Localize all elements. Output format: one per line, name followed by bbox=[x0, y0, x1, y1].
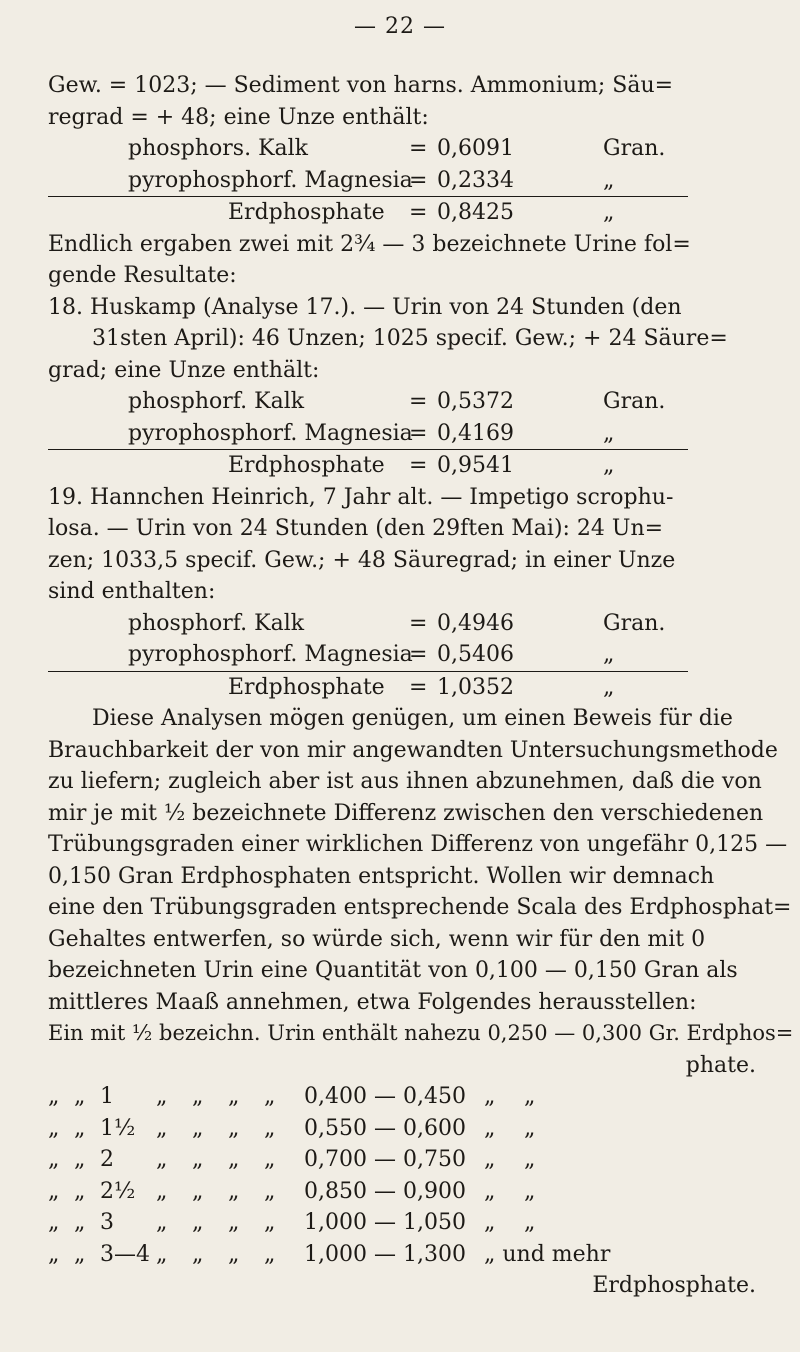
scale-row bbox=[48, 1144, 776, 1176]
cell-text: phosphorf. Kalk bbox=[128, 389, 305, 414]
cell-text: phosphors. Kalk bbox=[128, 136, 308, 161]
cell-text: = bbox=[409, 642, 428, 667]
cell-text: 0,4946 bbox=[437, 610, 514, 636]
scale-row bbox=[48, 1113, 776, 1145]
scale-row bbox=[48, 1081, 776, 1113]
analysis-row bbox=[48, 133, 776, 165]
cell-text: 2½ bbox=[100, 1178, 136, 1204]
cell-text: „ bbox=[48, 1147, 60, 1172]
text-line: Gehaltes entwerfen, so würde sich, wenn wir für den mit 0 bbox=[48, 926, 706, 952]
cell-text: 0,400 — 0,450 bbox=[304, 1084, 466, 1109]
cell-text: = bbox=[409, 453, 428, 478]
cell-text: „ bbox=[228, 1115, 240, 1141]
cell-text: „ bbox=[603, 453, 615, 478]
cell-text: „ bbox=[264, 1084, 276, 1109]
text-line: gende Resultate: bbox=[48, 263, 237, 288]
cell-text: „ bbox=[484, 1178, 496, 1204]
cell-text: 0,700 — 0,750 bbox=[304, 1147, 466, 1172]
cell-text: = bbox=[409, 610, 428, 636]
cell-text: „ bbox=[192, 1084, 204, 1109]
cell-text: „ bbox=[48, 1084, 60, 1109]
cell-text: „ bbox=[484, 1210, 496, 1235]
cell-text: „ bbox=[524, 1115, 536, 1141]
cell-text: 0,9541 bbox=[437, 453, 514, 478]
cell-text: „ bbox=[524, 1084, 536, 1109]
text-line: 31sten April): 46 Unzen; 1025 specif. Gew.; + 24 Säure= bbox=[92, 326, 728, 351]
cell-text: „ bbox=[484, 1115, 496, 1141]
cell-text: „ bbox=[156, 1241, 168, 1267]
cell-text: „ bbox=[74, 1084, 86, 1109]
cell-text: 1 bbox=[100, 1084, 114, 1109]
cell-text: = bbox=[409, 674, 428, 700]
cell-text: „ bbox=[603, 674, 615, 700]
cell-text: pyrophosphorf. Magnesia bbox=[128, 420, 413, 446]
cell-text: „ bbox=[484, 1084, 496, 1109]
text-line: 18. Huskamp (Analyse 17.). — Urin von 24 Stunden (den bbox=[48, 294, 682, 320]
cell-text: „ bbox=[74, 1147, 86, 1172]
cell-text: „ bbox=[74, 1115, 86, 1141]
cell-text: „ bbox=[48, 1210, 60, 1235]
cell-text: Erdphosphate bbox=[228, 453, 385, 478]
text-line: regrad = + 48; eine Unze enthält: bbox=[48, 104, 429, 130]
cell-text: Gran. bbox=[603, 136, 666, 161]
cell-text: „ bbox=[228, 1241, 240, 1267]
cell-text: „ bbox=[603, 200, 615, 225]
cell-text: 3—4 bbox=[100, 1241, 150, 1267]
scale-row bbox=[48, 1239, 776, 1271]
cell-text: = bbox=[409, 389, 428, 414]
analysis-total bbox=[48, 450, 776, 482]
text-line: phate. bbox=[685, 1052, 756, 1078]
text-line: mir je mit ½ bezeichnete Differenz zwischen den verschiedenen bbox=[48, 800, 764, 826]
cell-text: „ bbox=[603, 420, 615, 446]
scale-final: Erdphosphate. bbox=[592, 1273, 756, 1298]
cell-text: „ bbox=[192, 1178, 204, 1204]
cell-text: „ bbox=[48, 1241, 60, 1267]
text-line: Ein mit ½ bezeichn. Urin enthält nahezu 0,250 — 0,300 Gr. Erdphos= bbox=[48, 1021, 794, 1045]
cell-text: „ bbox=[192, 1147, 204, 1172]
text-line: Endlich ergaben zwei mit 2¾ — 3 bezeichnete Urine fol= bbox=[48, 231, 691, 257]
cell-text: 1,0352 bbox=[437, 674, 514, 700]
cell-text: „ bbox=[192, 1210, 204, 1235]
cell-text: „ bbox=[228, 1210, 240, 1235]
cell-text: 1½ bbox=[100, 1115, 136, 1141]
cell-text: = bbox=[409, 420, 428, 446]
cell-text: Gran. bbox=[603, 389, 666, 414]
cell-text: 0,4169 bbox=[437, 420, 514, 446]
cell-text: „ bbox=[192, 1115, 204, 1141]
analysis-total bbox=[48, 197, 776, 229]
cell-text: „ bbox=[264, 1115, 276, 1141]
cell-text: „ bbox=[264, 1210, 276, 1235]
analysis-total bbox=[48, 672, 776, 704]
text-line: zen; 1033,5 specif. Gew.; + 48 Säuregrad; in einer Unze bbox=[48, 547, 676, 573]
text-line: 19. Hannchen Heinrich, 7 Jahr alt. — Impetigo scrophu- bbox=[48, 484, 674, 510]
cell-text: „ bbox=[192, 1241, 204, 1267]
text-line: Brauchbarkeit der von mir angewandten Untersuchungsmethode bbox=[48, 737, 778, 763]
body-text bbox=[48, 70, 794, 1302]
cell-text: „ bbox=[156, 1115, 168, 1141]
text-line: Diese Analysen mögen genügen, um einen Beweis für die bbox=[92, 706, 733, 731]
cell-text: 1,000 — 1,300 bbox=[304, 1241, 466, 1267]
cell-text: „ bbox=[264, 1241, 276, 1267]
cell-text: „ bbox=[524, 1210, 536, 1235]
cell-text: Gran. bbox=[603, 610, 666, 636]
cell-text: „ bbox=[48, 1115, 60, 1141]
text-line: losa. — Urin von 24 Stunden (den 29ften Mai): 24 Un= bbox=[48, 516, 664, 541]
cell-text: 0,2334 bbox=[437, 167, 514, 193]
cell-text: Erdphosphate bbox=[228, 674, 385, 700]
cell-text: = bbox=[409, 167, 428, 193]
text-line: sind enthalten: bbox=[48, 579, 216, 604]
cell-text: „ bbox=[228, 1147, 240, 1172]
cell-text: „ bbox=[603, 642, 615, 667]
cell-text: 2 bbox=[100, 1147, 114, 1172]
cell-text: pyrophosphorf. Magnesia bbox=[128, 642, 413, 667]
scale-row bbox=[48, 1207, 776, 1239]
cell-text: „ bbox=[74, 1210, 86, 1235]
cell-text: „ bbox=[524, 1178, 536, 1204]
text-line: grad; eine Unze enthält: bbox=[48, 357, 320, 383]
cell-text: 0,5406 bbox=[437, 642, 514, 667]
cell-text: „ bbox=[264, 1147, 276, 1172]
analysis-row bbox=[48, 639, 688, 672]
cell-text: 0,5372 bbox=[437, 389, 514, 414]
cell-text: 0,8425 bbox=[437, 200, 514, 225]
cell-text: „ bbox=[228, 1084, 240, 1109]
text-line: Trübungsgraden einer wirklichen Differenz von ungefähr 0,125 — bbox=[48, 832, 788, 857]
page-number: — 22 — bbox=[354, 14, 446, 39]
cell-text: = bbox=[409, 136, 428, 161]
scale-table bbox=[48, 1081, 776, 1302]
cell-text: = bbox=[409, 200, 428, 225]
text-line: 0,150 Gran Erdphosphaten entspricht. Wollen wir demnach bbox=[48, 863, 715, 889]
cell-text: „ bbox=[524, 1147, 536, 1172]
cell-text: „ bbox=[603, 167, 615, 193]
text-line: bezeichneten Urin eine Quantität von 0,100 — 0,150 Gran als bbox=[48, 958, 738, 983]
scale-row bbox=[48, 1176, 776, 1208]
text-line: mittleres Maaß annehmen, etwa Folgendes herausstellen: bbox=[48, 989, 697, 1015]
cell-text: pyrophosphorf. Magnesia bbox=[128, 167, 413, 193]
analysis-row bbox=[48, 608, 776, 640]
cell-text: „ bbox=[156, 1084, 168, 1109]
cell-text: „ bbox=[156, 1178, 168, 1204]
text-line: eine den Trübungsgraden entsprechende Scala des Erdphosphat= bbox=[48, 895, 792, 920]
cell-text: „ bbox=[156, 1147, 168, 1172]
cell-text: 0,550 — 0,600 bbox=[304, 1115, 466, 1141]
cell-text: 1,000 — 1,050 bbox=[304, 1210, 466, 1235]
cell-text: „ bbox=[156, 1210, 168, 1235]
analysis-row bbox=[48, 418, 688, 451]
cell-text: „ bbox=[48, 1178, 60, 1204]
analysis-row bbox=[48, 386, 776, 418]
cell-text: „ bbox=[74, 1241, 86, 1267]
cell-text: phosphorf. Kalk bbox=[128, 610, 305, 636]
cell-text: „ und mehr bbox=[484, 1241, 611, 1267]
cell-text: 3 bbox=[100, 1210, 114, 1235]
cell-text: „ bbox=[484, 1147, 496, 1172]
cell-text: „ bbox=[74, 1178, 86, 1204]
cell-text: „ bbox=[264, 1178, 276, 1204]
cell-text: 0,850 — 0,900 bbox=[304, 1178, 466, 1204]
analysis-row bbox=[48, 165, 688, 198]
cell-text: 0,6091 bbox=[437, 136, 514, 161]
cell-text: „ bbox=[228, 1178, 240, 1204]
cell-text: Erdphosphate bbox=[228, 200, 385, 225]
text-line: Gew. = 1023; — Sediment von harns. Ammonium; Säu= bbox=[48, 73, 674, 98]
text-line: zu liefern; zugleich aber ist aus ihnen abzunehmen, daß die von bbox=[48, 769, 762, 794]
